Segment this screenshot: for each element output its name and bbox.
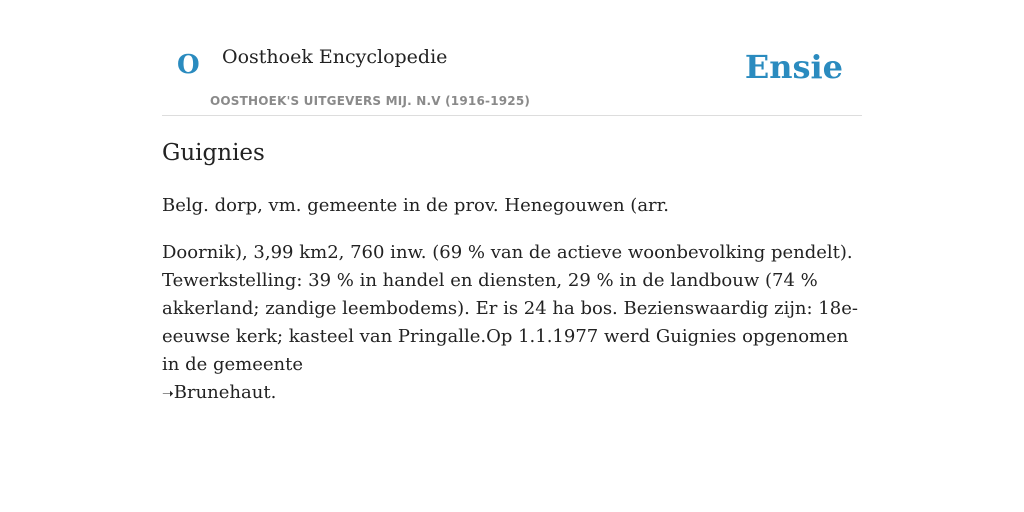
article-body	[162, 192, 862, 427]
article-paragraph-2	[162, 239, 862, 408]
sentence-end: .	[270, 382, 277, 403]
cross-reference-arrow-icon: ➝	[162, 386, 174, 402]
page	[162, 0, 862, 403]
site-header	[162, 0, 862, 116]
publisher-label: OOSTHOEK'S UITGEVERS MIJ. N.V (1916-1925)	[210, 94, 531, 108]
cross-reference-link-brunehaut[interactable]	[162, 382, 271, 403]
article-title: Guignies	[162, 140, 265, 166]
encyclopedia-title-link[interactable]: Oosthoek Encyclopedie	[222, 46, 448, 68]
cross-reference-label: Brunehaut	[173, 382, 271, 403]
article-paragraph-text: Doornik), 3,99 km2, 760 inw. (69 % van de actieve woonbevolking pendelt). Tewerkstelling: 39 % in handel en diensten, 29 % in de landbouw (74 % akkerland; zandige leembodems). Er is 24 ha bos. Bezienswaardig zijn: 18e-eeuwse kerk; kasteel van Pringalle.Op 1.1.1977 werd Guignies opgenomen in de gemeente	[162, 242, 858, 375]
article-paragraph: Belg. dorp, vm. gemeente in de prov. Henegouwen (arr.	[162, 195, 669, 216]
ensie-brand-logo[interactable]: Ensie	[744, 48, 843, 86]
encyclopedia-logo[interactable]: O	[177, 50, 200, 80]
